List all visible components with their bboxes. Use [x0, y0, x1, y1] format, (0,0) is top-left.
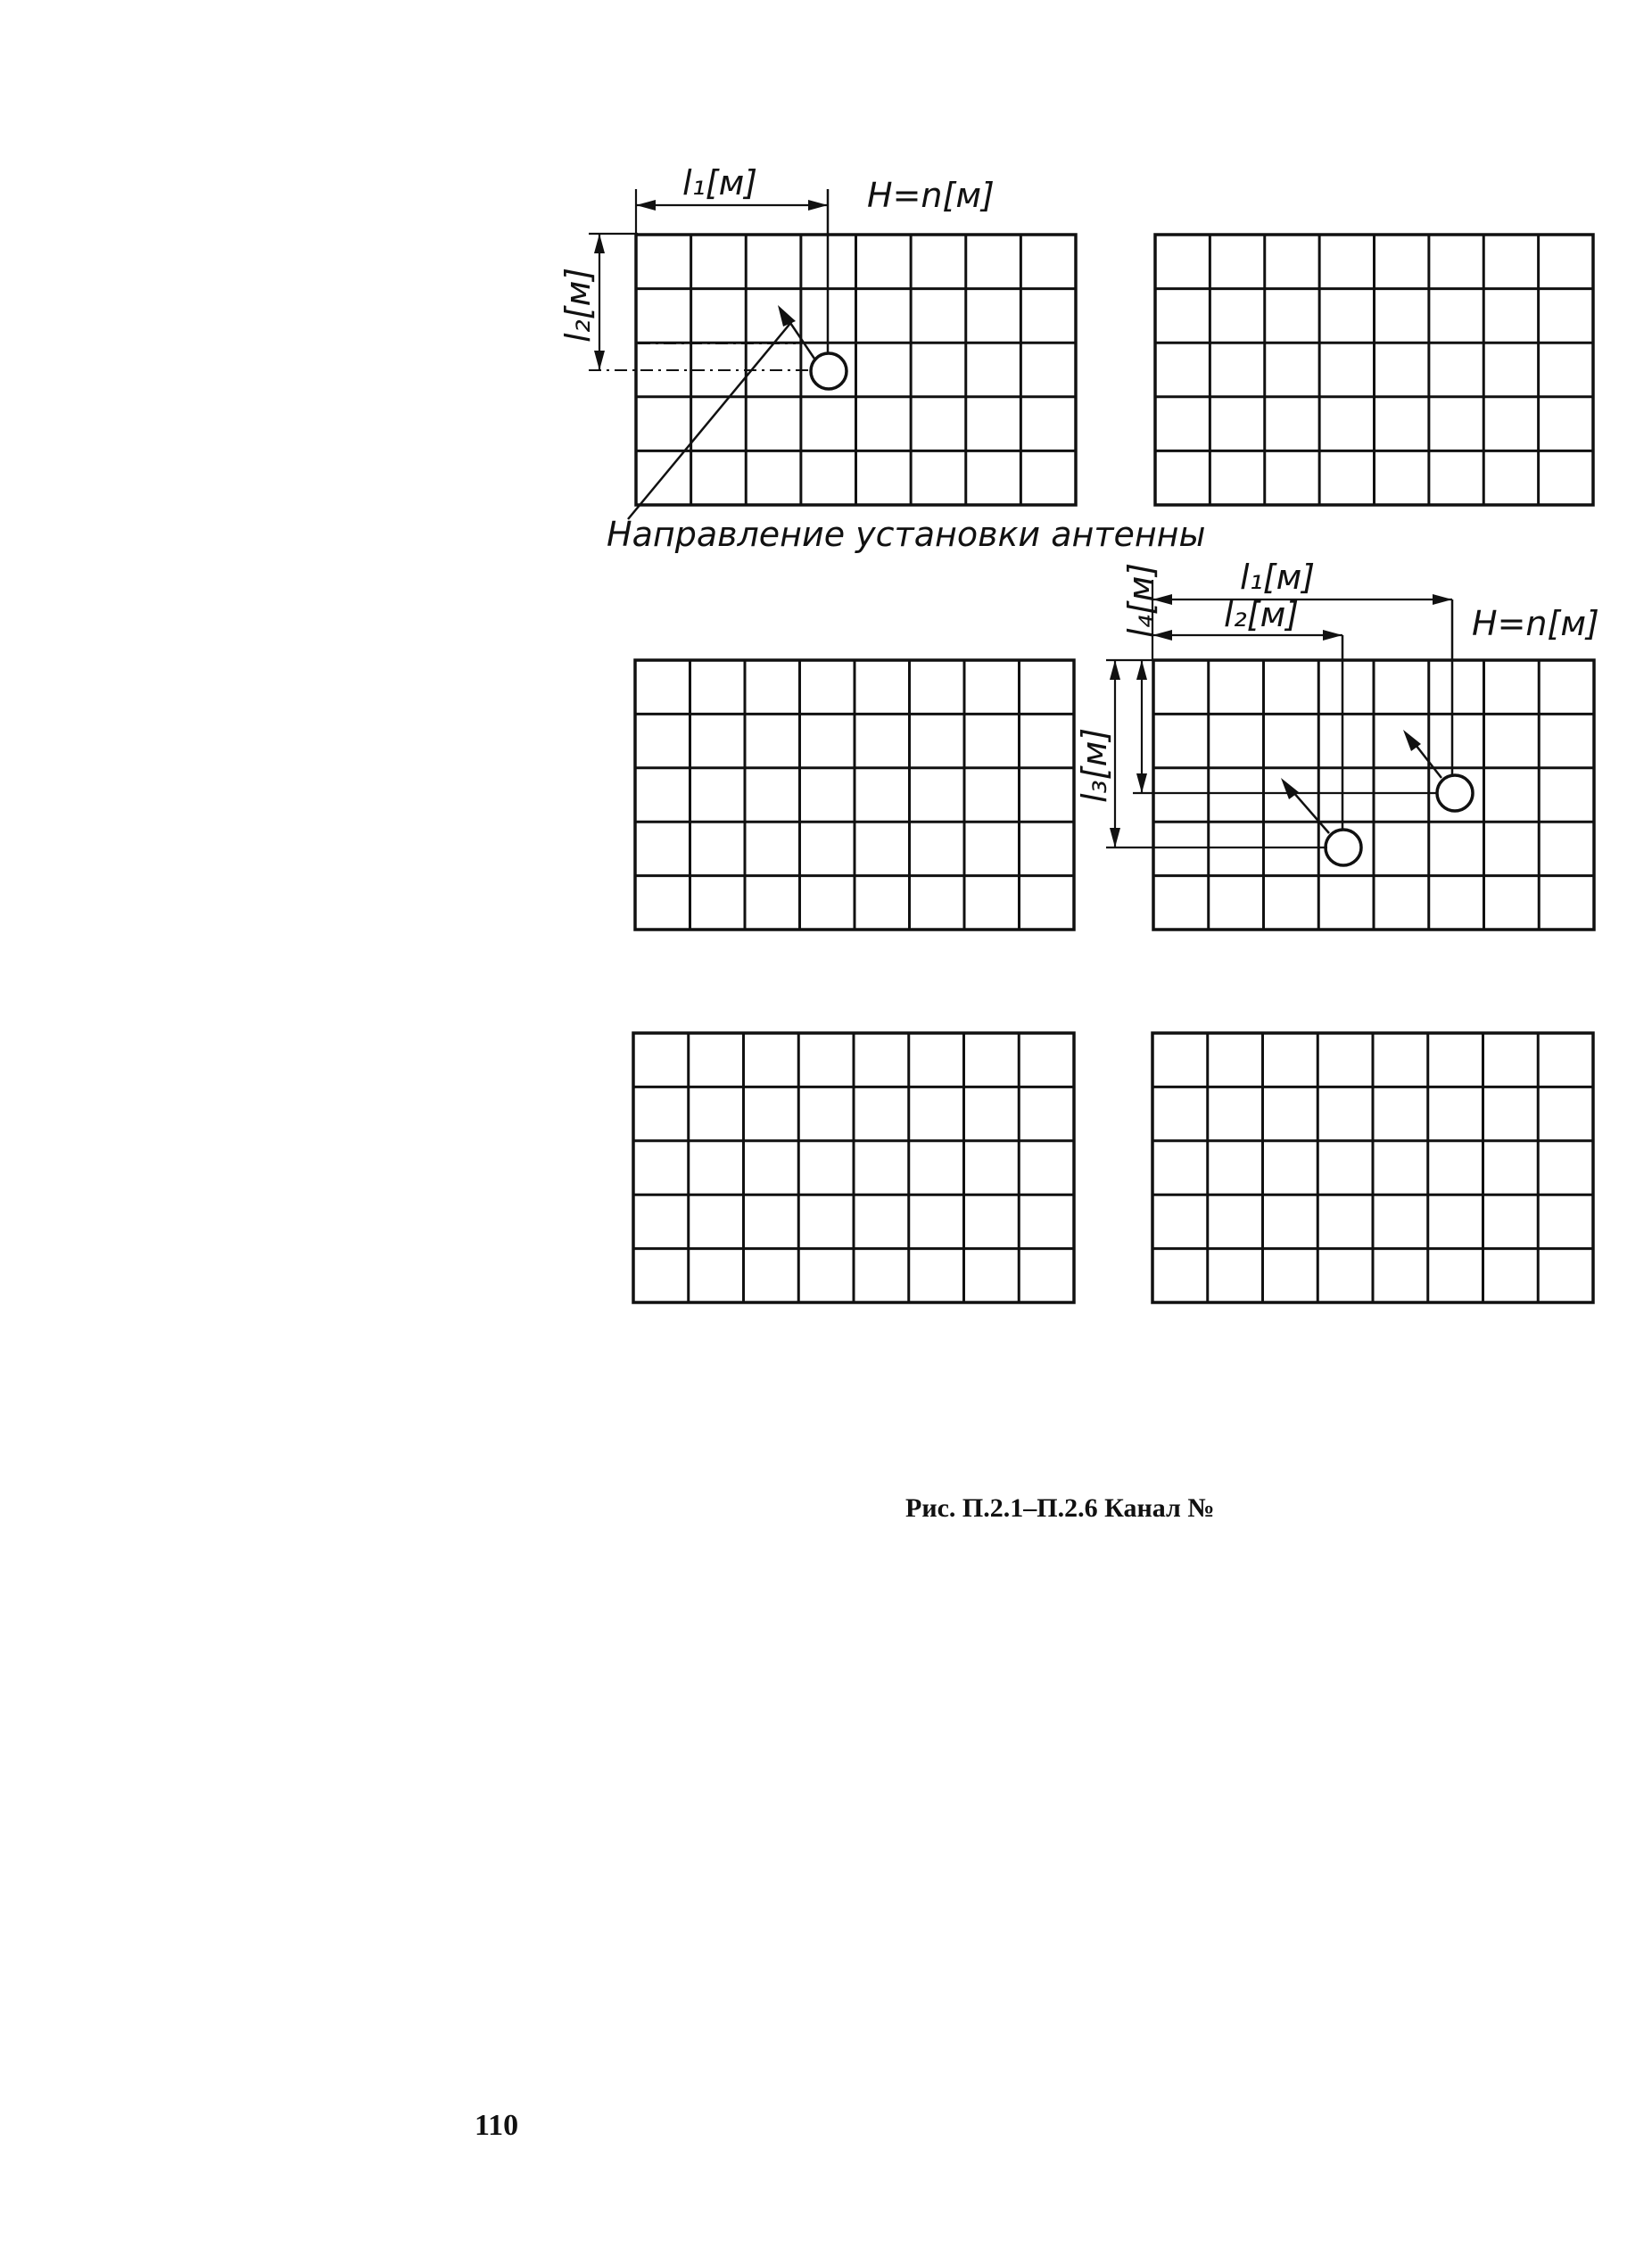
p4-height-label: H=n[м] [1472, 604, 1599, 643]
p4-antenna-2-circle [1437, 775, 1473, 811]
p4-l3-arrow-bottom [1110, 828, 1120, 847]
direction-leader [628, 321, 792, 519]
antenna-direction-arrowhead [778, 305, 796, 327]
p4-l2-arrow-right [1323, 630, 1342, 641]
p4-l1-label: l₁[м] [1240, 558, 1316, 597]
l2-arrow-bottom [594, 351, 605, 370]
p4-l3-label: l₃[м] [1075, 727, 1114, 803]
p4-l4-arrow-top [1136, 660, 1147, 680]
grid-panel-2 [1155, 235, 1593, 505]
p4-l2-label: l₂[м] [1224, 595, 1300, 634]
l1-arrow-right [808, 200, 828, 211]
l1-label: l₁[м] [682, 163, 758, 203]
p4-l3-arrow-top [1110, 660, 1120, 680]
panel-1-annotations [558, 163, 1206, 554]
antenna-circle [811, 353, 847, 389]
p4-l4-label: l₄[м] [1121, 562, 1161, 638]
grid-panel-5 [633, 1033, 1074, 1302]
grid-panel-4 [1153, 660, 1594, 930]
p4-l4-arrow-bottom [1136, 773, 1147, 793]
l1-arrow-left [636, 200, 656, 211]
height-label: H=n[м] [867, 176, 995, 215]
l2-arrow-top [594, 234, 605, 253]
p4-l1-arrow-right [1433, 594, 1452, 605]
p4-antenna-1-circle [1326, 830, 1361, 865]
grid-panel-3 [635, 660, 1074, 930]
l2-label: l₂[м] [558, 267, 598, 343]
page-number: 110 [475, 2109, 519, 2142]
grid-panel-6 [1152, 1033, 1593, 1302]
direction-label: Направление установки антенны [607, 515, 1206, 554]
figure-caption: Рис. П.2.1–П.2.6 Канал № [905, 1493, 1215, 1523]
